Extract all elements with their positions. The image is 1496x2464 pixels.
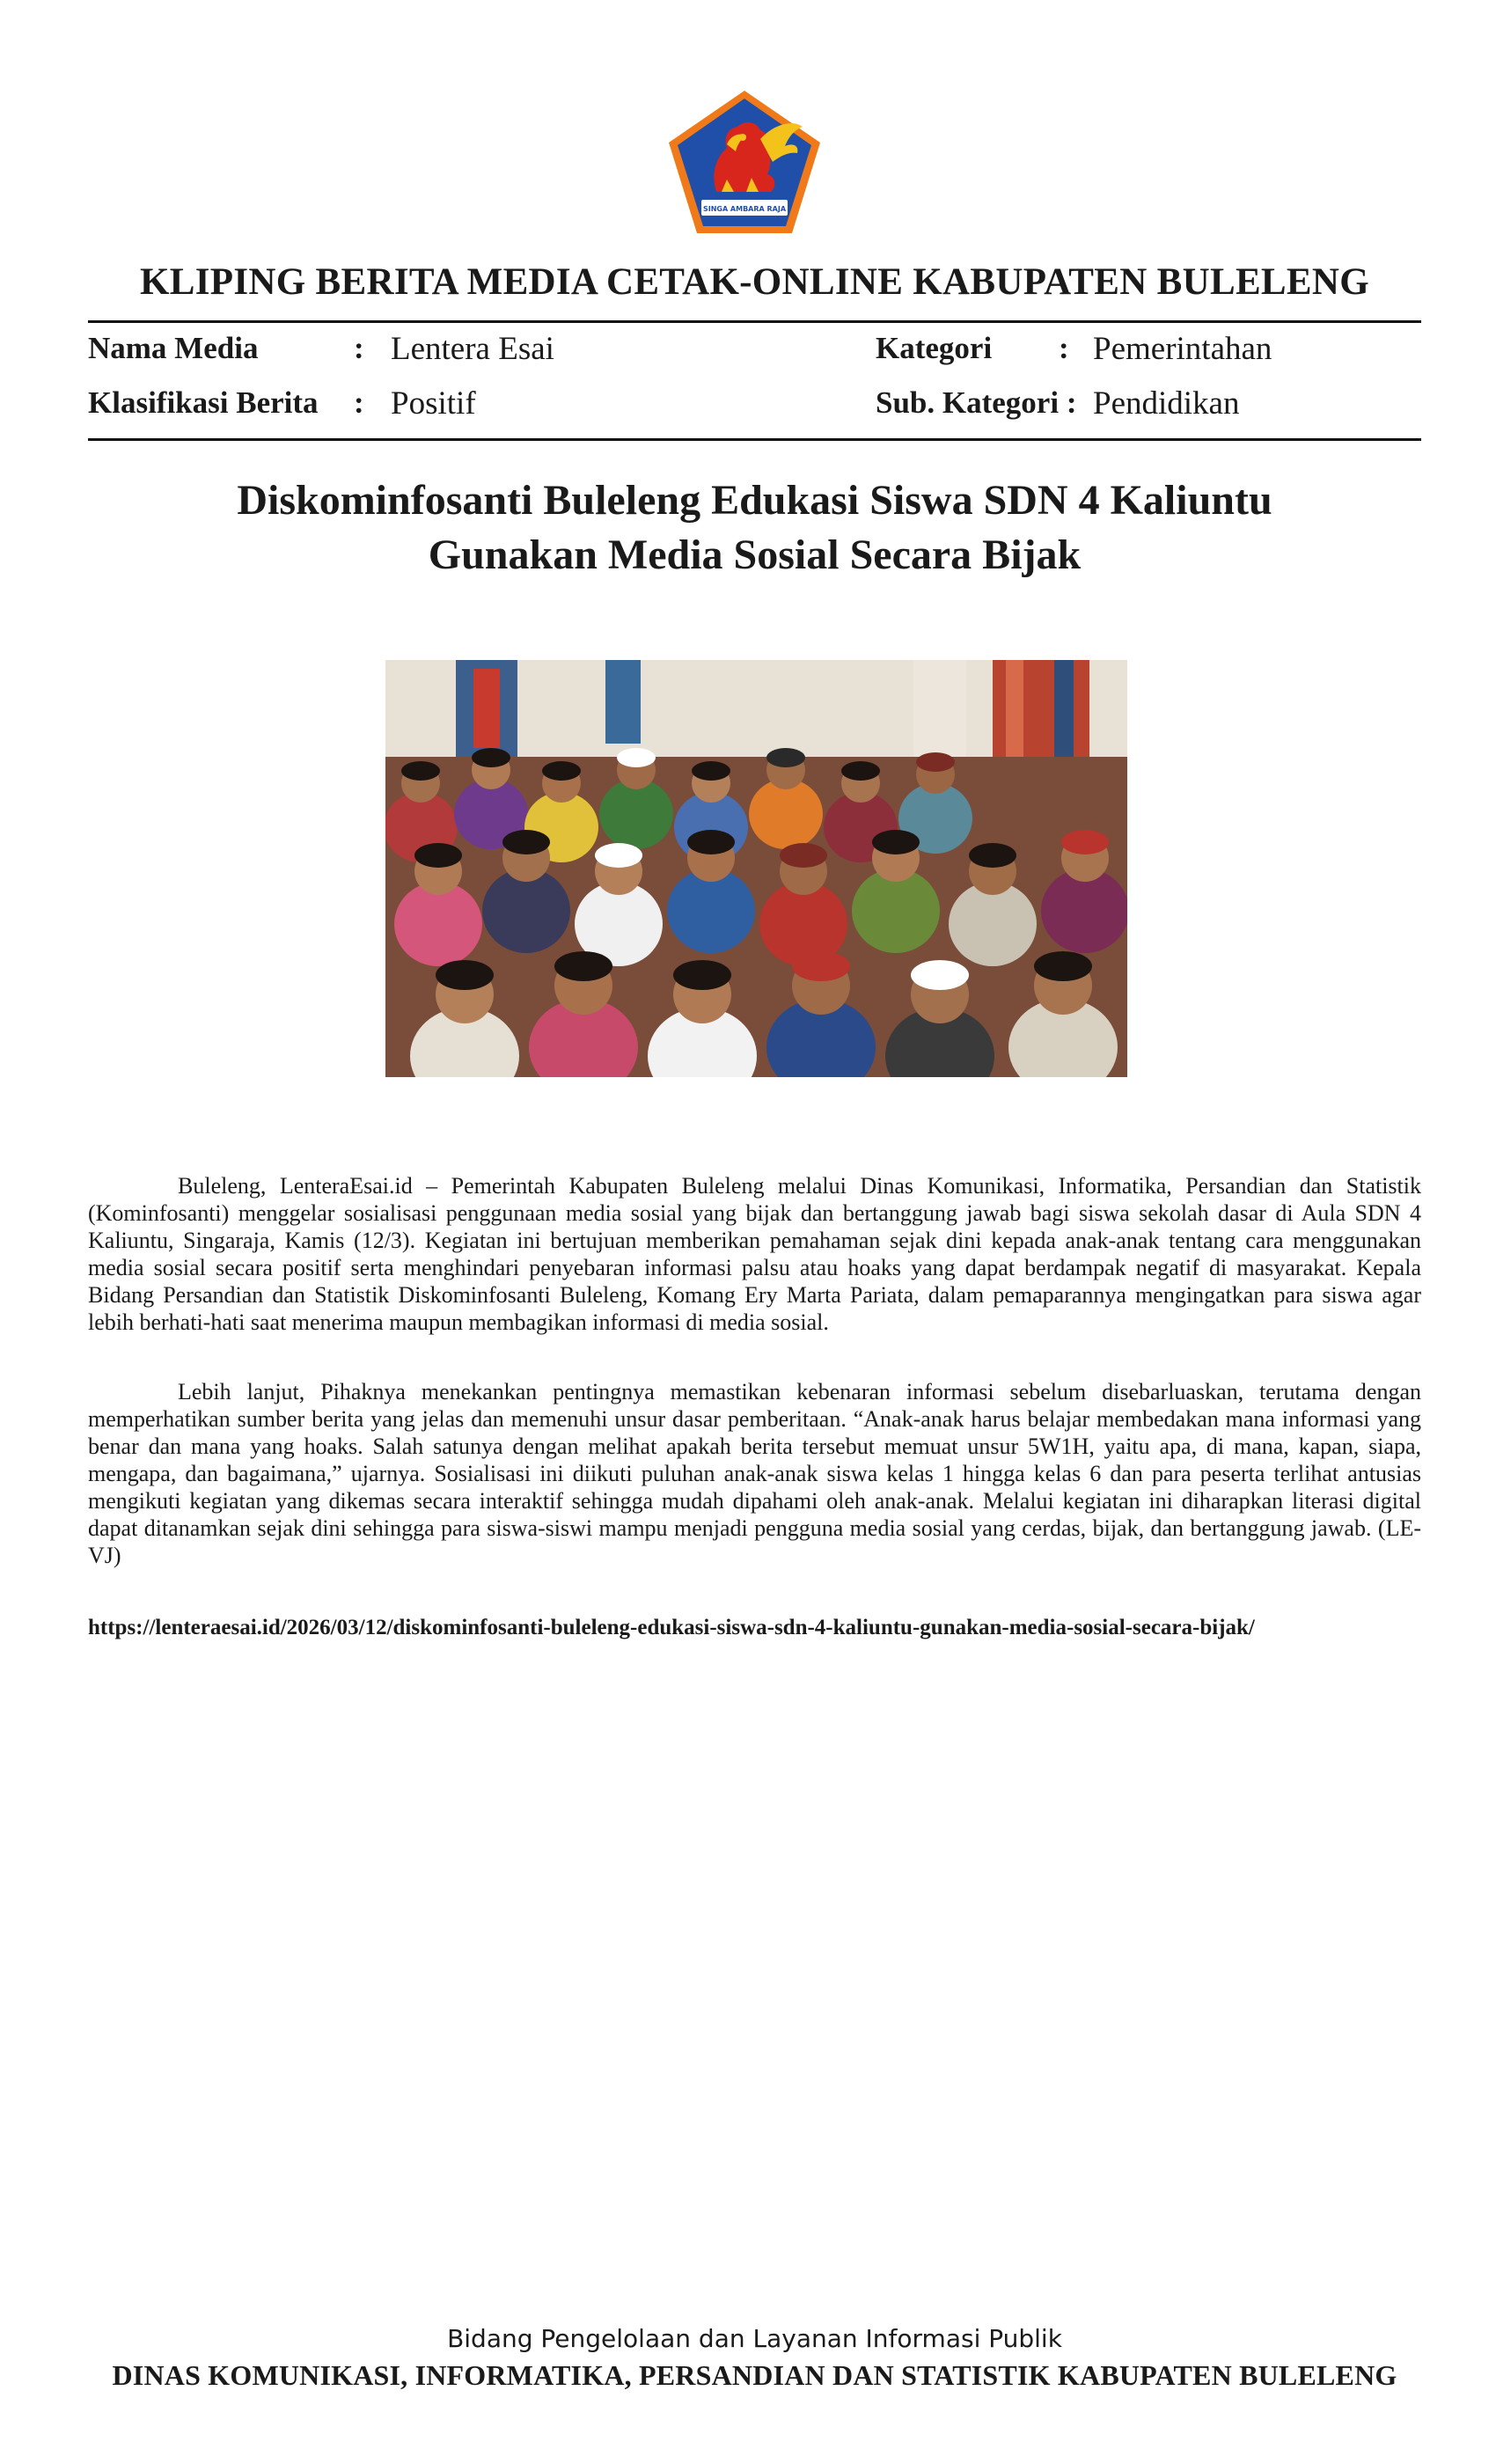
news-classification-label: Klasifikasi Berita: [88, 385, 319, 420]
logo-ribbon-text: SINGA AMBARA RAJA: [702, 205, 787, 213]
media-name-value: Lentera Esai: [391, 331, 554, 367]
document-header-title: KLIPING BERITA MEDIA CETAK-ONLINE KABUPATEN BULELENG: [140, 261, 1369, 303]
footer-division: Bidang Pengelolaan dan Layanan Informasi Publik: [447, 2324, 1062, 2353]
header-rule-bottom: [88, 438, 1421, 441]
category-value: Pemerintahan: [1093, 331, 1272, 367]
source-url-link[interactable]: https://lenteraesai.id/2026/03/12/diskominfosanti-buleleng-edukasi-siswa-sdn-4-kaliuntu-gunakan-media-sosial-secara-bijak/: [88, 1616, 1255, 1639]
footer-agency: DINAS KOMUNIKASI, INFORMATIKA, PERSANDIAN DAN STATISTIK KABUPATEN BULELENG: [112, 2359, 1397, 2391]
category-label: Kategori: [876, 331, 993, 365]
header-rule-top: [88, 320, 1421, 323]
article-paragraph-1: Buleleng, LenteraEsai.id – Pemerintah Kabupaten Buleleng melalui Dinas Komunikasi, Informatika, Persandian dan Statistik (Kominfosanti) menggelar sosialisasi penggunaan media sosial yang bijak dan bertanggung jawab bagi siswa sekolah dasar di Aula SDN 4 Kaliuntu, Singaraja, Kamis (12/3). Kegiatan ini bertujuan memberikan pemahaman sejak dini kepada anak-anak tentang cara menggunakan media sosial secara positif serta menghindari penyebaran informasi palsu atau hoaks yang dapat berdampak negatif di masyarakat. Kepala Bidang Persandian dan Statistik Diskominfosanti Buleleng, Komang Ery Marta Pariata, dalam pemaparannya mengingatkan para siswa agar lebih berhati-hati saat menerima maupun membagikan informasi di media sosial.: [88, 1173, 1421, 1335]
regency-crest-icon: [665, 88, 824, 236]
article-headline: [88, 473, 1421, 583]
media-name-label: Nama Media: [88, 331, 259, 365]
subcategory-label: Sub. Kategori :: [876, 385, 1077, 420]
article-photo: [385, 660, 1127, 1077]
headline-line-2: Gunakan Media Sosial Secara Bijak: [428, 532, 1082, 578]
category-colon: :: [1059, 331, 1069, 365]
news-classification-colon: :: [354, 385, 364, 420]
subcategory-value: Pendidikan: [1093, 385, 1240, 422]
media-name-colon: :: [354, 331, 364, 365]
headline-line-1: Diskominfosanti Buleleng Edukasi Siswa SDN 4 Kaliuntu: [237, 477, 1272, 524]
article-paragraph-2: Lebih lanjut, Pihaknya menekankan pentingnya memastikan kebenaran informasi sebelum disebarluaskan, terutama dengan memperhatikan sumber berita yang jelas dan memenuhi unsur dasar pemberitaan. “Anak-anak harus belajar membedakan mana informasi yang benar dan mana yang hoaks. Salah satunya dengan melihat apakah berita tersebut memuat unsur 5W1H, yaitu apa, di mana, kapan, siapa, mengapa, dan bagaimana,” ujarnya. Sosialisasi ini diikuti puluhan anak-anak siswa kelas 1 hingga kelas 6 dan para peserta terlihat antusias mengikuti kegiatan yang dikemas secara interaktif sehingga mudah dipahami oleh anak-anak. Melalui kegiatan ini diharapkan literasi digital dapat ditanamkan sejak dini sehingga para siswa-siswi mampu menjadi pengguna media sosial yang cerdas, bijak, dan bertanggung jawab. (LE-VJ): [88, 1379, 1421, 1568]
news-classification-value: Positif: [391, 385, 476, 422]
